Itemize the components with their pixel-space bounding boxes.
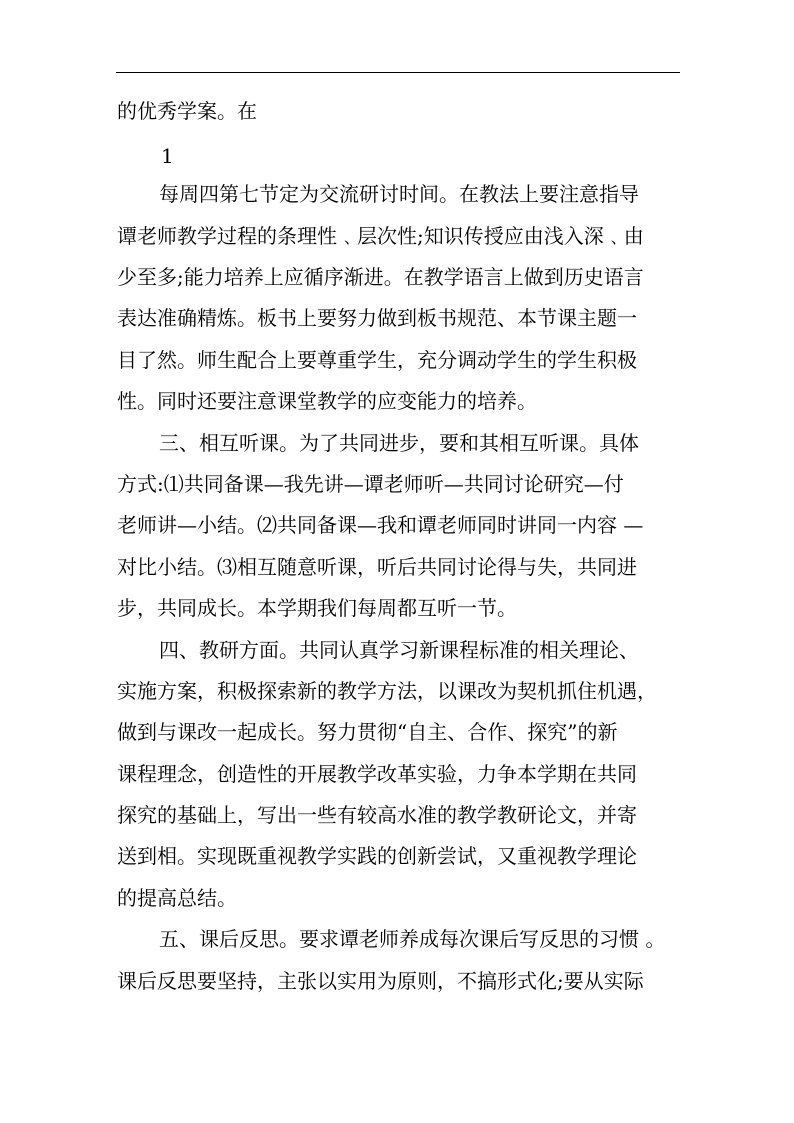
text-line: 性。同时还要注意课堂教学的应变能力的培养。: [117, 389, 537, 413]
text-line: 课程理念，创造性的开展教学改革实验，力争本学期在共同: [117, 762, 637, 786]
text-line: 对比小结。⑶相互随意听课，听后共同讨论得与失，共同进: [117, 555, 637, 579]
text-line: 谭老师教学过程的条理性﹑层次性;知识传授应由浅入深﹑由: [117, 224, 644, 248]
text-line: 目了然。师生配合上要尊重学生，充分调动学生的学生积极: [117, 348, 637, 372]
text-line: 课后反思要坚持，主张以实用为原则，不搞形式化;要从实际: [117, 969, 644, 993]
text-line: 老师讲—小结。⑵共同备课—我和谭老师同时讲同一内容 —: [117, 513, 644, 537]
text-line: 每周四第七节定为交流研讨时间。在教法上要注意指导: [159, 182, 639, 206]
text-line: 少至多;能力培养上应循序渐进。在教学语言上做到历史语言: [117, 265, 644, 289]
page-number: 1: [161, 144, 174, 168]
text-line: 三、相互听课。为了共同进步，要和其相互听课。具体: [159, 431, 639, 455]
text-line: 送到相。实现既重视教学实践的创新尝试，又重视教学理论: [117, 844, 637, 868]
text-line: 四、教研方面。共同认真学习新课程标准的相关理论、: [159, 638, 639, 662]
text-line: 方式:⑴共同备课—我先讲—谭老师听—共同讨论研究—付: [117, 472, 624, 496]
text-line: 实施方案，积极探索新的教学方法，以课改为契机抓住机遇，: [117, 679, 657, 703]
text-line: 做到与课改一起成长。努力贯彻“自主、合作、探究”的新: [117, 720, 618, 744]
text-line: 步，共同成长。本学期我们每周都互听一节。: [117, 596, 517, 620]
text-line: 五、课后反思。要求谭老师养成每次课后写反思的习惯 。: [159, 927, 666, 951]
text-line: 的优秀学案。在: [117, 99, 257, 123]
text-line: 探究的基础上，写出一些有较高水准的教学教研论文，并寄: [117, 803, 637, 827]
header-rule: [116, 72, 680, 73]
text-line: 表达准确精炼。板书上要努力做到板书规范、本节课主题一: [117, 306, 637, 330]
text-line: 的提高总结。: [117, 886, 237, 910]
